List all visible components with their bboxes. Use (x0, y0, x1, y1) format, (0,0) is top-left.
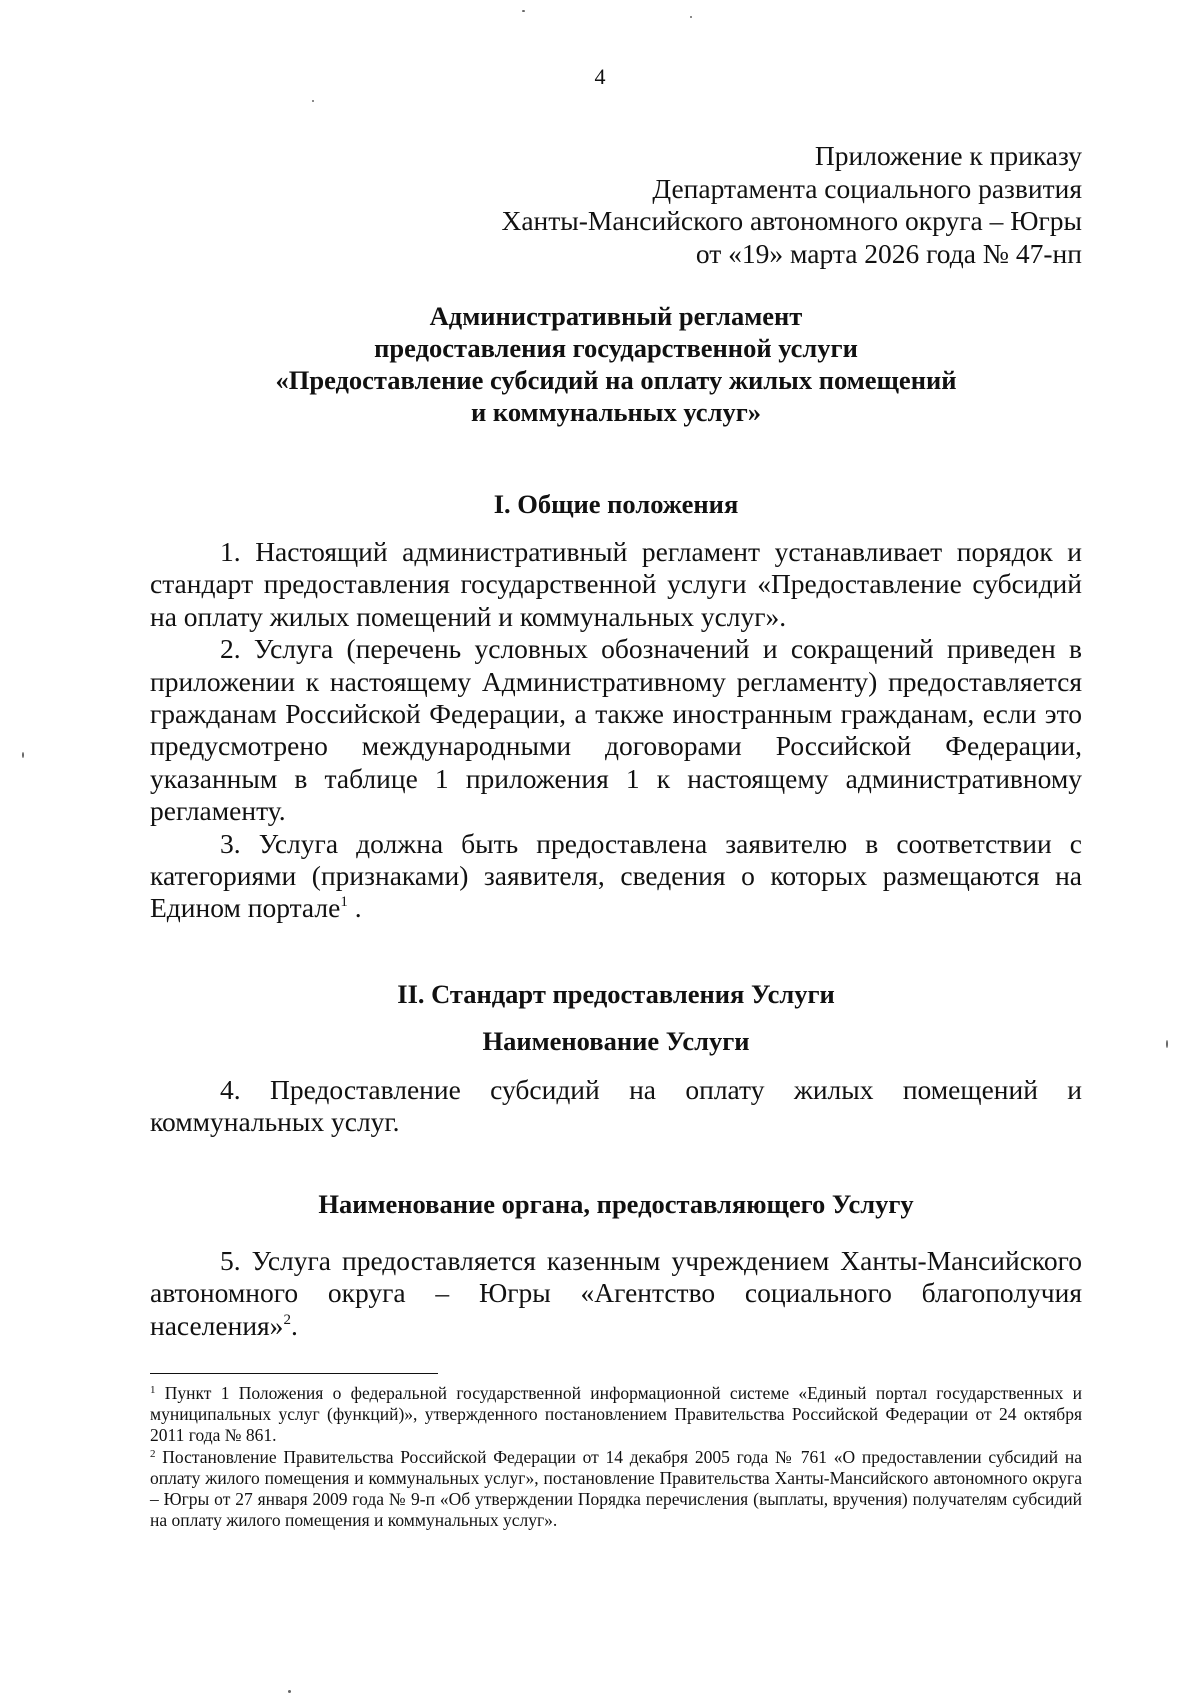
footnote-text: Постановление Правительства Российской Федерации от 14 декабря 2005 года № 761 «О предоставлении субсидий на оплату жилого помещения и коммунальных услуг», постановление Правительства Ханты-Мансийского автономного округа – Югры от 27 января 2009 года № 9-п «Об утверждении Порядка перечисления (выплаты, вручения) получателям субсидий на оплату жилого помещения и коммунальных услуг». (150, 1446, 1082, 1531)
title-line: Административный регламент (429, 301, 803, 331)
scan-speck (690, 16, 692, 18)
title-line: предоставления государственной услуги (374, 333, 858, 363)
appendix-line: Приложение к приказу (814, 140, 1082, 171)
paragraph-3-end: . (347, 892, 362, 924)
section-heading-standard: II. Стандарт предоставления Услуги (397, 979, 835, 1009)
paragraph-3 (150, 828, 1082, 925)
paragraph-5 (150, 1245, 1082, 1342)
paragraph-1: 1. Настоящий административный регламент устанавливает порядок и стандарт предоставления государственной услуги «Предоставление субсидий на оплату жилых помещений и коммунальных услуг». (150, 536, 1082, 632)
subheading-authority: Наименование органа, предоставляющего Услугу (318, 1189, 914, 1219)
authority-body (150, 1245, 1082, 1342)
footnote-separator (150, 1373, 438, 1374)
title-line: «Предоставление субсидий на оплату жилых помещений (275, 365, 957, 395)
section-heading-general: I. Общие положения (493, 489, 739, 519)
scan-speck (312, 100, 314, 102)
footnotes (150, 1383, 1082, 1531)
scan-speck (288, 1690, 291, 1693)
footnote-ref-2: 2 (283, 1311, 291, 1328)
general-provisions-body (150, 536, 1082, 925)
paragraph-3-text: 3. Услуга должна быть предоставлена заявителю в соответствии с категориями (признаками) заявителя, сведения о которых размещаются на Едином портале (150, 827, 1082, 924)
service-name-body (150, 1074, 1082, 1139)
scan-speck (1166, 1040, 1168, 1048)
subheading-service-name: Наименование Услуги (482, 1026, 750, 1056)
appendix-header (501, 140, 1082, 270)
scan-speck (522, 10, 525, 12)
footnote-ref-1: 1 (340, 894, 348, 911)
appendix-line: Ханты-Мансийского автономного округа – Югры (501, 205, 1082, 236)
paragraph-2: 2. Услуга (перечень условных обозначений и сокращений приведен в приложении к настоящему Административному регламенту) предоставляется гражданам Российской Федерации, а также иностранным гражданам, если это предусмотрено международными договорами Российской Федерации, указанным в таблице 1 приложения 1 к настоящему административному регламенту. (150, 633, 1082, 827)
footnote-text: Пункт 1 Положения о федеральной государственной информационной системе «Единый портал государственных и муниципальных услуг (функций)», утвержденного постановлением Правительства Российской Федерации от 24 октября 2011 года № 861. (150, 1383, 1082, 1446)
paragraph-5-end: . (290, 1309, 298, 1341)
document-title (150, 300, 1082, 428)
footnote-1 (150, 1383, 1082, 1447)
footnote-number: 1 (150, 1384, 156, 1396)
footnote-2 (150, 1447, 1082, 1532)
footnote-number: 2 (150, 1447, 156, 1460)
paragraph-5-text: 5. Услуга предоставляется казенным учреждением Ханты-Мансийского автономного округа – Югры «Агентство социального благополучия населения» (150, 1245, 1082, 1341)
appendix-line: Департамента социального развития (652, 172, 1082, 204)
appendix-line: от «19» марта 2026 года № 47-нп (695, 237, 1082, 269)
page-number: 4 (594, 64, 606, 89)
scan-speck (22, 752, 24, 758)
paragraph-4: 4. Предоставление субсидий на оплату жилых помещений и коммунальных услуг. (150, 1074, 1082, 1138)
title-line: и коммунальных услуг» (471, 397, 761, 427)
